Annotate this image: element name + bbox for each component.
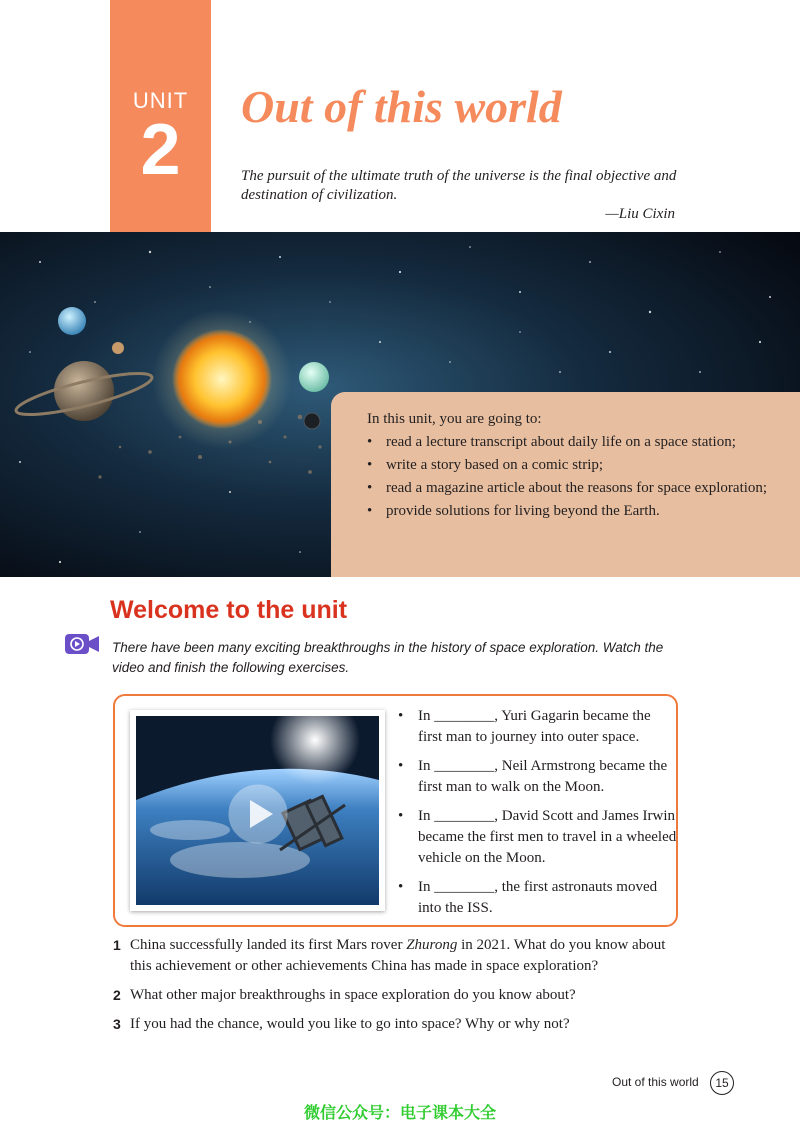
goal-item: • provide solutions for living beyond the Earth. (367, 502, 780, 521)
unit-number: 2 (140, 110, 181, 190)
video-thumbnail[interactable] (130, 710, 385, 911)
question-text: If you had the chance, would you like to go into space? Why or why not? (130, 1016, 570, 1032)
question-text: China successfully landed its first Mars rover (130, 937, 407, 953)
exercise-instructions: There have been many exciting breakthroughs in the history of space exploration. Watch the video and finish the following exercises. (112, 640, 664, 675)
rover-name: Zhurong (406, 937, 458, 953)
goal-item: • read a lecture transcript about daily life on a space station; (367, 433, 780, 452)
question-number: 1 (113, 937, 121, 953)
unit-goals-panel (331, 392, 800, 577)
quote-text: The pursuit of the ultimate truth of the universe is the final objective and destination of civilization. (241, 168, 677, 203)
goals-list (367, 433, 780, 521)
running-footer: Out of this world (612, 1075, 699, 1089)
section-title: Welcome to the unit (110, 596, 348, 624)
quote-author: —Liu Cixin (605, 206, 675, 222)
question-text-cont: in 2021. What do you know about this achievement or other achievements China has made in space exploration? (130, 937, 666, 974)
discussion-questions (113, 935, 673, 1043)
epigraph (241, 167, 681, 224)
goal-item: • read a magazine article about the reasons for space exploration; (367, 479, 780, 498)
page-number: 15 (710, 1071, 734, 1095)
fill-in-events-list (398, 706, 678, 927)
question-item (113, 935, 673, 977)
question-text: What other major breakthroughs in space exploration do you know about? (130, 987, 576, 1003)
video-camera-icon[interactable] (64, 632, 100, 656)
goals-intro: In this unit, you are going to: (367, 411, 542, 427)
unit-label: UNIT (132, 88, 189, 113)
event-item: • In ________, Yuri Gagarin became the first man to journey into outer space. (398, 706, 678, 748)
goal-item: • write a story based on a comic strip; (367, 456, 780, 475)
question-number: 2 (113, 987, 121, 1003)
event-item: • In ________, the first astronauts moved into the ISS. (398, 877, 678, 919)
question-number: 3 (113, 1016, 121, 1032)
event-item: • In ________, David Scott and James Irwin became the first men to travel in a wheeled vehicle on the Moon. (398, 806, 678, 869)
unit-title: Out of this world (241, 81, 562, 132)
unit-tab (110, 0, 211, 232)
watermark: 微信公众号：电子课本大全 (303, 1103, 496, 1122)
event-item: • In ________, Neil Armstrong became the first man to walk on the Moon. (398, 756, 678, 798)
question-item (113, 985, 673, 1006)
space-station-image (130, 710, 385, 911)
question-item (113, 1014, 673, 1035)
